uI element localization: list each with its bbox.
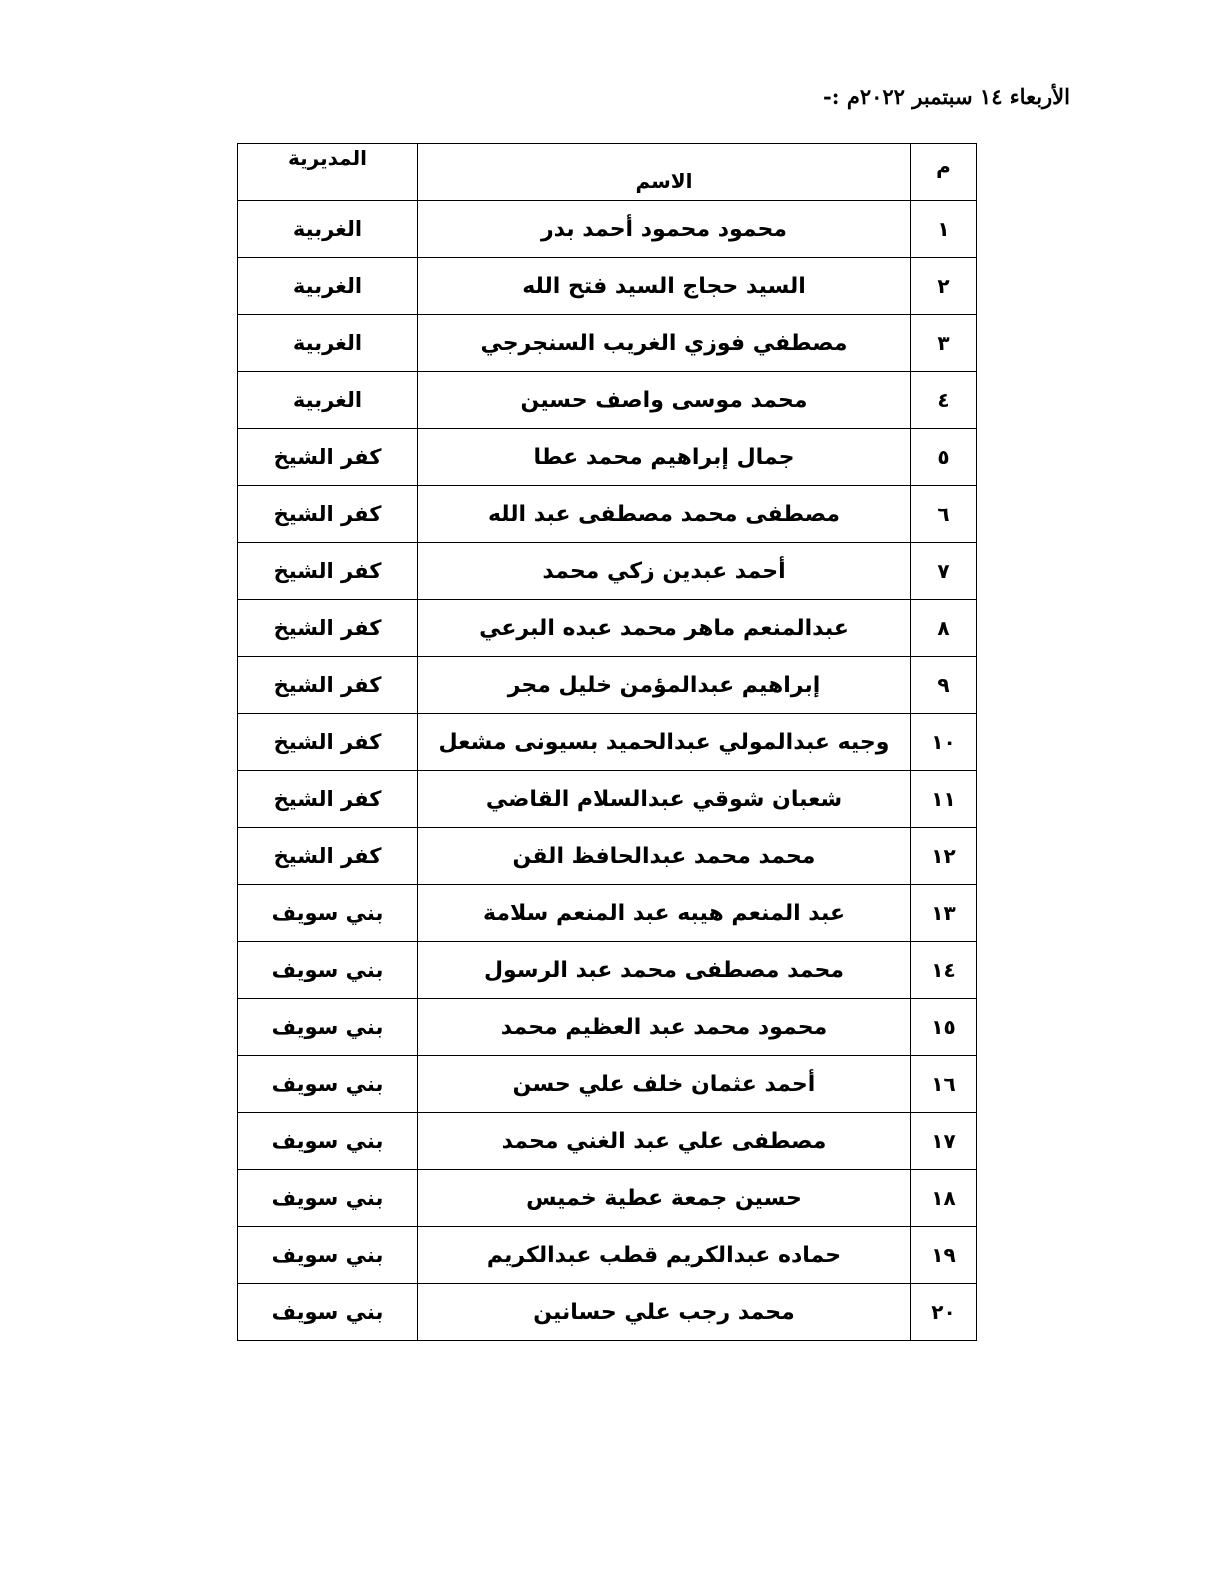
table-header-row xyxy=(238,144,977,201)
row-directorate-cell: بني سويف xyxy=(238,999,418,1056)
row-number-cell: ١٦ xyxy=(911,1056,977,1113)
table-row xyxy=(238,885,977,942)
table-row xyxy=(238,657,977,714)
row-number-cell: ٢ xyxy=(911,258,977,315)
column-header-directorate: المديرية xyxy=(238,144,418,201)
row-number-cell: ١٧ xyxy=(911,1113,977,1170)
row-name-cell: أحمد عثمان خلف علي حسن xyxy=(418,1056,911,1113)
row-directorate-cell: كفر الشيخ xyxy=(238,600,418,657)
row-name-cell: عبد المنعم هيبه عبد المنعم سلامة xyxy=(418,885,911,942)
row-name-cell: محمد موسى واصف حسين xyxy=(418,372,911,429)
row-name-cell: إبراهيم عبدالمؤمن خليل مجر xyxy=(418,657,911,714)
row-directorate-cell: بني سويف xyxy=(238,1170,418,1227)
row-number-cell: ٨ xyxy=(911,600,977,657)
row-number-cell: ١٠ xyxy=(911,714,977,771)
row-number-cell: ٥ xyxy=(911,429,977,486)
row-name-cell: محمد محمد عبدالحافظ القن xyxy=(418,828,911,885)
table-row xyxy=(238,258,977,315)
table-row xyxy=(238,828,977,885)
row-number-cell: ٧ xyxy=(911,543,977,600)
table-row xyxy=(238,714,977,771)
table-row xyxy=(238,1056,977,1113)
row-directorate-cell: كفر الشيخ xyxy=(238,543,418,600)
table-row xyxy=(238,1170,977,1227)
table-row xyxy=(238,429,977,486)
row-directorate-cell: كفر الشيخ xyxy=(238,429,418,486)
row-name-cell: حماده عبدالكريم قطب عبدالكريم xyxy=(418,1227,911,1284)
table-row xyxy=(238,201,977,258)
row-directorate-cell: الغربية xyxy=(238,258,418,315)
row-name-cell: وجيه عبدالمولي عبدالحميد بسيونى مشعل xyxy=(418,714,911,771)
table-row xyxy=(238,999,977,1056)
row-name-cell: مصطفى محمد مصطفى عبد الله xyxy=(418,486,911,543)
table-header xyxy=(238,144,977,201)
page-title: الأربعاء ١٤ سبتمبر ٢٠٢٢م :- xyxy=(823,84,1070,109)
row-name-cell: جمال إبراهيم محمد عطا xyxy=(418,429,911,486)
row-number-cell: ٢٠ xyxy=(911,1284,977,1341)
table-row xyxy=(238,600,977,657)
row-directorate-cell: الغربية xyxy=(238,201,418,258)
table-row xyxy=(238,486,977,543)
row-number-cell: ١٢ xyxy=(911,828,977,885)
row-name-cell: شعبان شوقي عبدالسلام القاضي xyxy=(418,771,911,828)
row-name-cell: مصطفى علي عبد الغني محمد xyxy=(418,1113,911,1170)
table-row xyxy=(238,543,977,600)
table-row xyxy=(238,771,977,828)
row-directorate-cell: الغربية xyxy=(238,372,418,429)
row-directorate-cell: الغربية xyxy=(238,315,418,372)
row-directorate-cell: كفر الشيخ xyxy=(238,486,418,543)
row-directorate-cell: بني سويف xyxy=(238,885,418,942)
row-number-cell: ١٩ xyxy=(911,1227,977,1284)
row-number-cell: ١٥ xyxy=(911,999,977,1056)
row-name-cell: محمود محمود أحمد بدر xyxy=(418,201,911,258)
row-directorate-cell: كفر الشيخ xyxy=(238,714,418,771)
row-number-cell: ٦ xyxy=(911,486,977,543)
row-directorate-cell: بني سويف xyxy=(238,1227,418,1284)
table-row xyxy=(238,315,977,372)
row-number-cell: ١٤ xyxy=(911,942,977,999)
row-number-cell: ٤ xyxy=(911,372,977,429)
table-body xyxy=(238,201,977,1341)
row-directorate-cell: بني سويف xyxy=(238,1113,418,1170)
row-number-cell: ١٣ xyxy=(911,885,977,942)
table-row xyxy=(238,1227,977,1284)
row-number-cell: ١٨ xyxy=(911,1170,977,1227)
row-name-cell: أحمد عبدين زكي محمد xyxy=(418,543,911,600)
table-row xyxy=(238,1284,977,1341)
row-directorate-cell: كفر الشيخ xyxy=(238,657,418,714)
row-number-cell: ١ xyxy=(911,201,977,258)
row-directorate-cell: كفر الشيخ xyxy=(238,771,418,828)
row-name-cell: السيد حجاج السيد فتح الله xyxy=(418,258,911,315)
row-name-cell: محمد رجب علي حسانين xyxy=(418,1284,911,1341)
table-row xyxy=(238,372,977,429)
row-number-cell: ١١ xyxy=(911,771,977,828)
table-row xyxy=(238,1113,977,1170)
column-header-number: م xyxy=(911,144,977,201)
row-directorate-cell: بني سويف xyxy=(238,1056,418,1113)
names-table xyxy=(237,143,977,1341)
row-name-cell: محمود محمد عبد العظيم محمد xyxy=(418,999,911,1056)
row-name-cell: محمد مصطفى محمد عبد الرسول xyxy=(418,942,911,999)
row-name-cell: عبدالمنعم ماهر محمد عبده البرعي xyxy=(418,600,911,657)
table-row xyxy=(238,942,977,999)
row-number-cell: ٣ xyxy=(911,315,977,372)
column-header-name: الاسم xyxy=(418,144,911,201)
row-name-cell: حسين جمعة عطية خميس xyxy=(418,1170,911,1227)
row-directorate-cell: بني سويف xyxy=(238,1284,418,1341)
row-directorate-cell: كفر الشيخ xyxy=(238,828,418,885)
row-number-cell: ٩ xyxy=(911,657,977,714)
row-name-cell: مصطفي فوزي الغريب السنجرجي xyxy=(418,315,911,372)
row-directorate-cell: بني سويف xyxy=(238,942,418,999)
